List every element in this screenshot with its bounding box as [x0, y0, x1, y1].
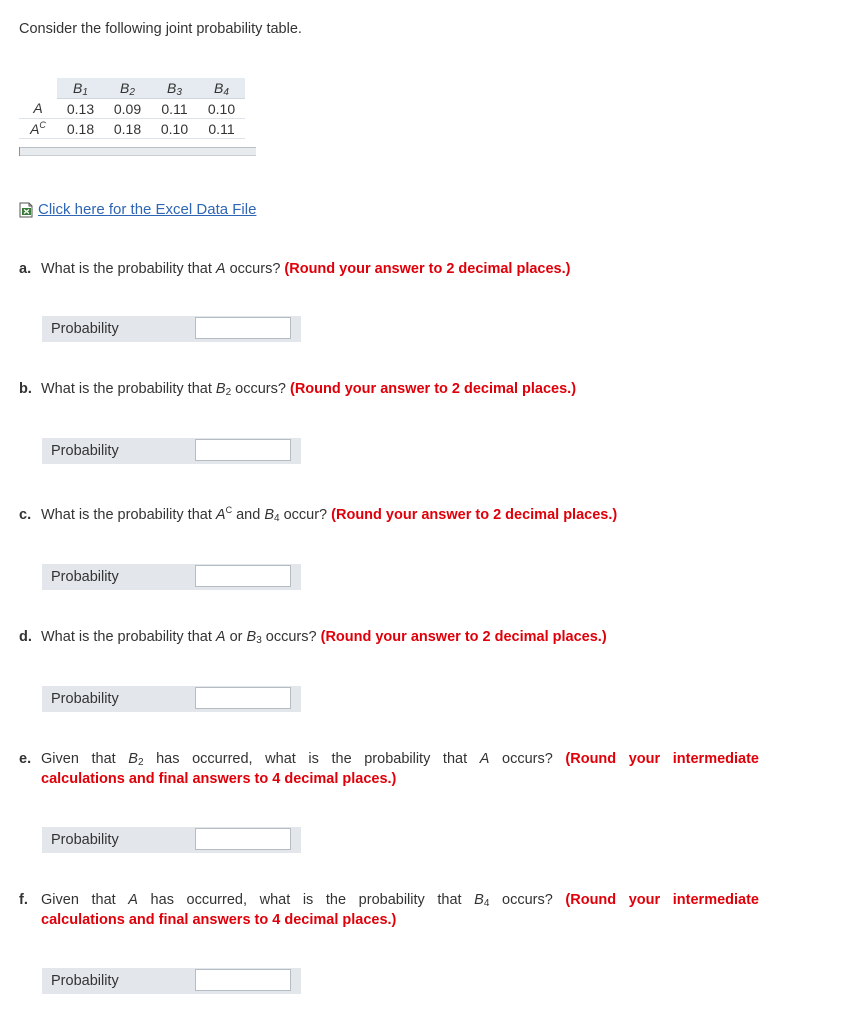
- answer-row-a: [42, 316, 301, 342]
- answer-input-c[interactable]: [195, 565, 291, 587]
- rounding-instruction: (Round your answer to 2 decimal places.): [331, 507, 618, 523]
- table-row: [19, 99, 245, 119]
- table-cell: 0.13: [57, 99, 104, 119]
- joint-probability-table: [19, 78, 245, 139]
- answer-input-a[interactable]: [195, 317, 291, 339]
- rounding-instruction: (Round your answer to 2 decimal places.): [289, 381, 577, 397]
- column-header-b4: $B_4$: [198, 78, 245, 99]
- probability-label: Probability: [42, 564, 194, 590]
- table-cell: 0.10: [198, 99, 245, 119]
- rounding-instruction: (Round your intermediate: [565, 751, 759, 767]
- question-d: d. What is the probability that A or $B_3$ occurs? (Round your answer to 2 decimal places.): [19, 629, 607, 646]
- table-cell: 0.18: [57, 119, 104, 139]
- probability-label: Probability: [42, 968, 194, 994]
- column-header-b2: $B_2$: [104, 78, 151, 99]
- table-row: [19, 119, 245, 139]
- answer-row-d: [42, 686, 301, 712]
- probability-label: Probability: [42, 438, 194, 464]
- question-c: c. What is the probability that $A^C$ and $B_4$ occur? (Round your answer to 2 decimal places.): [19, 505, 618, 524]
- column-header-b3: $B_3$: [151, 78, 198, 99]
- rounding-instruction-continued: calculations and final answers to 4 decimal places.): [41, 912, 397, 928]
- rounding-instruction: (Round your answer to 2 decimal places.): [320, 629, 607, 645]
- answer-input-f[interactable]: [195, 969, 291, 991]
- excel-data-file-link-row[interactable]: [19, 201, 256, 218]
- question-a: a. What is the probability that A occurs? (Round your answer to 2 decimal places.): [19, 261, 571, 277]
- intro-text: Consider the following joint probability table.: [19, 21, 302, 37]
- table-corner: [19, 78, 57, 99]
- rounding-instruction: (Round your answer to 2 decimal places.): [284, 261, 571, 277]
- answer-input-d[interactable]: [195, 687, 291, 709]
- rounding-instruction: (Round your intermediate: [565, 892, 759, 908]
- rounding-instruction-continued: calculations and final answers to 4 decimal places.): [41, 771, 397, 787]
- table-cell: 0.11: [151, 99, 198, 119]
- column-header-b1: $B_1$: [57, 78, 104, 99]
- answer-row-c: [42, 564, 301, 590]
- answer-row-b: [42, 438, 301, 464]
- table-cell: 0.10: [151, 119, 198, 139]
- probability-label: Probability: [42, 827, 194, 853]
- answer-input-b[interactable]: [195, 439, 291, 461]
- probability-label: Probability: [42, 686, 194, 712]
- row-header-a: A: [19, 99, 57, 119]
- scrollbar-thumb-edge: [19, 147, 20, 156]
- excel-data-file-link[interactable]: Click here for the Excel Data File: [38, 201, 257, 218]
- answer-row-e: [42, 827, 301, 853]
- answer-input-e[interactable]: [195, 828, 291, 850]
- table-cell: 0.09: [104, 99, 151, 119]
- question-b: b. What is the probability that $B_2$ occurs? (Round your answer to 2 decimal places.): [19, 381, 577, 398]
- excel-file-icon: [19, 202, 37, 218]
- table-cell: 0.11: [198, 119, 245, 139]
- table-horizontal-scrollbar[interactable]: [19, 147, 256, 156]
- table-cell: 0.18: [104, 119, 151, 139]
- probability-label: Probability: [42, 316, 194, 342]
- question-f: f. Given that A has occurred, what is the probability that $B_4$ occurs? (Round your intermediate calculations and final answers to 4 decimal places.): [19, 892, 759, 928]
- answer-row-f: [42, 968, 301, 994]
- question-e: e. Given that $B_2$ has occurred, what is the probability that A occurs? (Round your intermediate calculations and final answers to 4 decimal places.): [19, 751, 759, 787]
- row-header-a-complement: $A^C$: [19, 119, 57, 139]
